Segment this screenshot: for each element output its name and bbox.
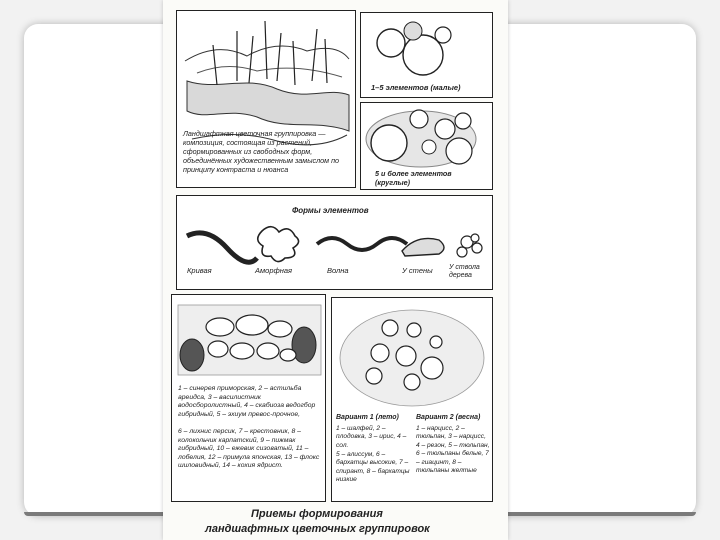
- variants-layout-diagram: [332, 298, 494, 413]
- variant1-line-2: 5 – алиссум, 6 – бархатцы высокие, 7 – спирант, 8 – бархатцы низкие: [336, 451, 410, 484]
- legend-text-2: 6 – лихнис персик, 7 – крестовник, 8 – колокольчик карпатский, 9 – пижмак гибридный, 10 – ежевик сизоватый, 11 – лобелия, 12 – примула японская, 13 – флокс шиловидный, 14 – кохия ядрист.: [178, 428, 320, 470]
- variant1-title: Вариант 1 (лето): [336, 414, 399, 421]
- forms-title: Формы элементов: [292, 206, 369, 215]
- panel-round-groups: [360, 102, 493, 190]
- form-label-tree: У ствола дерева: [449, 264, 480, 279]
- scanned-page: [163, 0, 508, 540]
- variant2-line-1: 1 – нарцисс, 2 – тюльпан, 3 – нарцисс, 4 – резон, 5 – тюльпан, 6 – тюльпаны белые, 7 – гиацинт, 8 – тюльпаны желтые: [416, 425, 490, 475]
- forms-diagram: [177, 196, 494, 291]
- variant1-line-1: 1 – шалфей, 2 – плодовка, 3 – ирис, 4 – сол.: [336, 425, 407, 449]
- legend-text-1: 1 – синерея приморская, 2 – астильба ареидса, 3 – василистник водосбоpолистный, 4 – скабиоза ведогбор гибридный, 5 – эхиум пpевос-прочное,: [178, 385, 316, 418]
- small-groups-caption: 1–5 элементов (малые): [371, 83, 461, 92]
- variant2-title: Вариант 2 (весна): [416, 414, 481, 421]
- page-title-line1: Приемы формирования: [251, 508, 383, 520]
- panel-small-groups: [360, 12, 493, 98]
- bed-layout-diagram: [172, 295, 327, 385]
- page-title-line2: ландшафтных цветочных группировок: [205, 523, 430, 535]
- round-groups-caption: 5 и более элементов (круглые): [375, 169, 452, 187]
- panel-landscape: [176, 10, 356, 188]
- form-label-wall: У стены: [402, 266, 433, 275]
- panel-forms: [176, 195, 493, 290]
- panel-variants: [331, 297, 493, 502]
- form-label-curve: Кривая: [187, 266, 212, 275]
- form-label-wave: Волна: [327, 266, 349, 275]
- panel-legend: [171, 294, 326, 502]
- landscape-caption: Ландшафтная цветочная группировка — композиция, состоящая из растений, сформированных из свободных форм, объединённых художественным замыслом по принципу контраста и нюанса: [183, 129, 340, 174]
- form-label-amorphous: Аморфная: [255, 266, 293, 275]
